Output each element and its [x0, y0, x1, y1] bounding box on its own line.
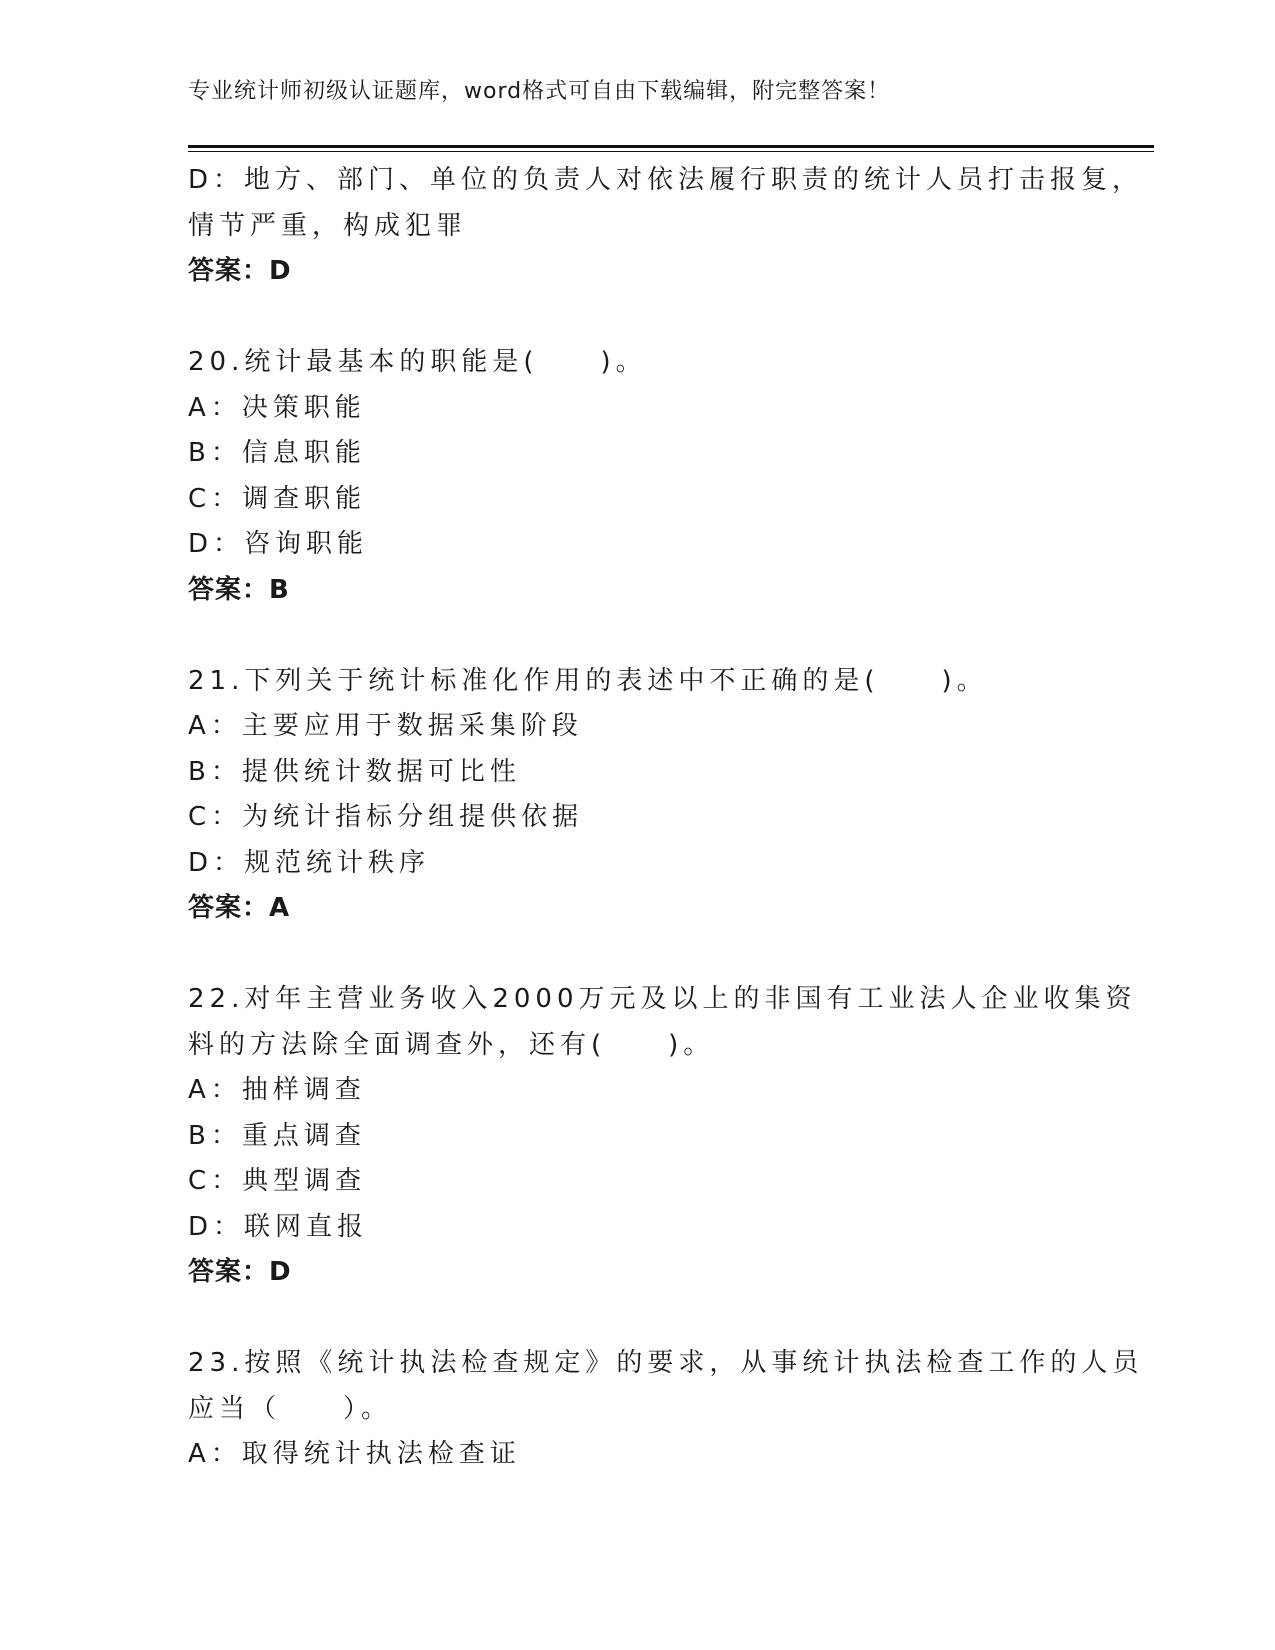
spacer [188, 932, 1128, 978]
question-21 [188, 659, 1128, 932]
question-stem: 21.下列关于统计标准化作用的表述中不正确的是( )。 [188, 665, 988, 696]
question-22 [188, 977, 1137, 1296]
option-d: D：地方、部门、单位的负责人对依法履行职责的统计人员打击报复， [188, 165, 1144, 195]
option-a: A：取得统计执法检查证 [188, 1439, 521, 1469]
spacer [188, 613, 1128, 659]
question-stem: 20.统计最基本的职能是( )。 [188, 347, 647, 377]
option-c: C：典型调查 [188, 1166, 367, 1196]
answer-label: 答案：A [188, 893, 291, 923]
page-header: 专业统计师初级认证题库，word格式可自由下载编辑，附完整答案！ [188, 79, 891, 104]
option-d-continued: 情节严重，构成犯罪 [188, 210, 468, 241]
option-a: A：决策职能 [188, 392, 366, 423]
option-a: A：抽样调查 [188, 1075, 366, 1105]
answer-label: 答案：B [188, 574, 290, 605]
question-19-tail [188, 158, 1144, 295]
spacer [188, 1296, 1128, 1342]
spacer [188, 295, 1128, 341]
header-rule-thin [188, 151, 1154, 152]
question-20 [188, 340, 1128, 613]
option-b: B：重点调查 [188, 1120, 366, 1151]
answer-label: 答案：D [188, 256, 292, 286]
option-d: D：规范统计秩序 [188, 847, 431, 878]
option-c: C：为统计指标分组提供依据 [188, 802, 584, 832]
question-23 [188, 1341, 1144, 1478]
question-stem-continued: 应当（ ）。 [188, 1393, 393, 1424]
question-stem: 22.对年主营业务收入2000万元及以上的非国有工业法人企业收集资 [188, 984, 1137, 1014]
option-c: C：调查职能 [188, 483, 367, 514]
option-a: A：主要应用于数据采集阶段 [188, 711, 583, 741]
question-stem: 23.按照《统计执法检查规定》的要求，从事统计执法检查工作的人员 [188, 1348, 1144, 1378]
question-stem-continued: 料的方法除全面调查外，还有( )。 [188, 1029, 715, 1060]
option-d: D：联网直报 [188, 1211, 369, 1242]
option-d: D：咨询职能 [188, 529, 369, 559]
answer-label: 答案：D [188, 1257, 292, 1287]
question-content [188, 158, 1144, 1478]
option-b: B：信息职能 [188, 438, 366, 468]
header-rule-thick [188, 145, 1154, 148]
option-b: B：提供统计数据可比性 [188, 756, 521, 787]
